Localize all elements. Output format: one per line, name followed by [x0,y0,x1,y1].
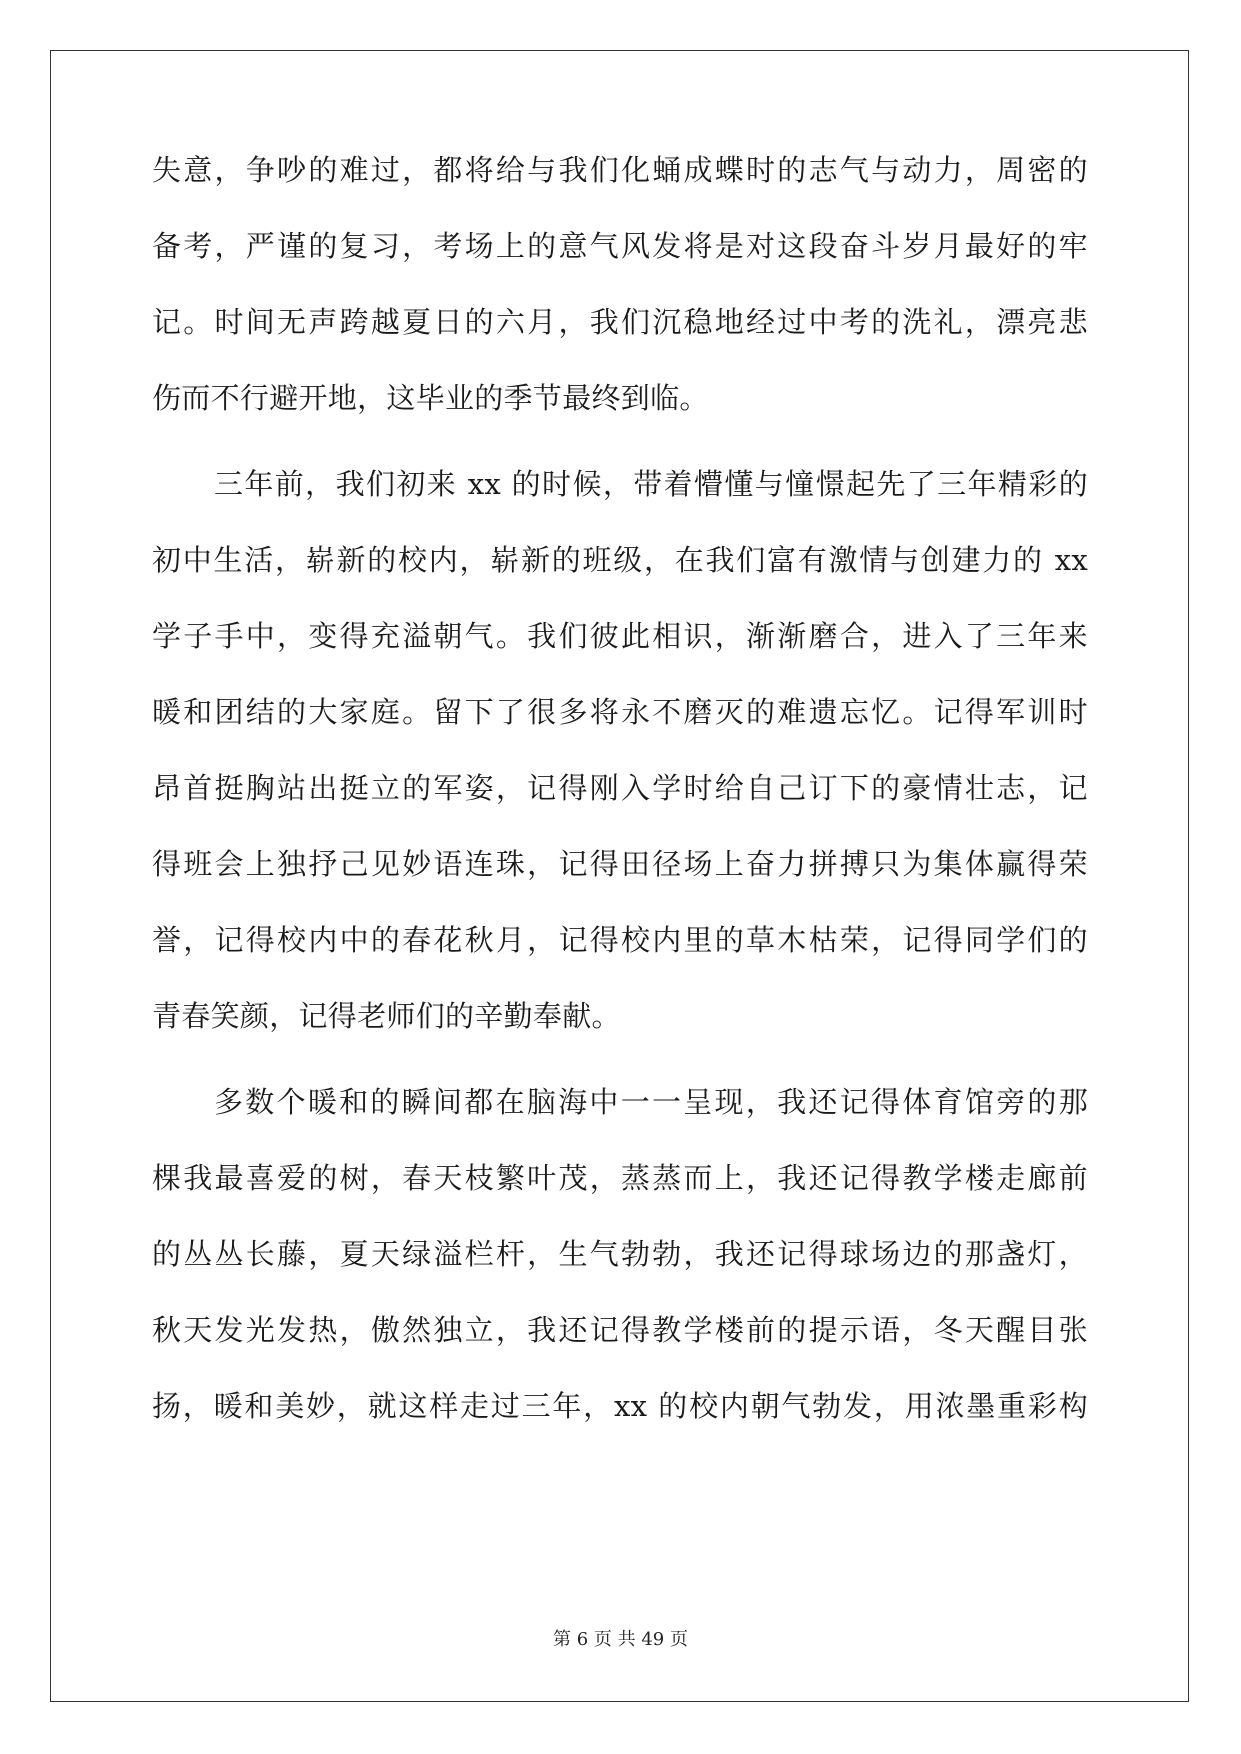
text-line: 记。时间无声跨越夏日的六月，我们沉稳地经过中考的洗礼，漂亮悲 [152,305,1088,339]
text-line: 备考，严谨的复习，考场上的意气风发将是对这段奋斗岁月最好的牢 [152,229,1088,263]
text-line: 失意，争吵的难过，都将给与我们化蛹成蝶时的志气与动力，周密的 [152,153,1088,187]
text-line: 得班会上独抒己见妙语连珠，记得田径场上奋力拼搏只为集体赢得荣 [152,847,1088,881]
text-line: 伤而不行避开地，这毕业的季节最终到临。 [152,381,709,415]
text-line: 多数个暖和的瞬间都在脑海中一一呈现，我还记得体育馆旁的那 [214,1085,1088,1119]
text-line: 誉，记得校内中的春花秋月，记得校内里的草木枯荣，记得同学们的 [152,923,1088,957]
text-line: 秋天发光发热，傲然独立，我还记得教学楼前的提示语，冬天醒目张 [152,1313,1088,1347]
text-line: 三年前，我们初来 xx 的时候，带着懵懂与憧憬起先了三年精彩的 [214,467,1088,501]
text-line: 棵我最喜爱的树，春天枝繁叶茂，蒸蒸而上，我还记得教学楼走廊前 [152,1161,1088,1195]
text-line: 暖和团结的大家庭。留下了很多将永不磨灭的难遗忘忆。记得军训时 [152,695,1088,729]
text-line: 昂首挺胸站出挺立的军姿，记得刚入学时给自己订下的豪情壮志，记 [152,771,1088,805]
page-number-footer: 第 6 页 共 49 页 [553,1629,688,1650]
text-line: 青春笑颜，记得老师们的辛勤奉献。 [152,999,621,1033]
text-line: 的丛丛长藤，夏天绿溢栏杆，生气勃勃，我还记得球场边的那盏灯， [152,1237,1088,1271]
text-line: 学子手中，变得充溢朝气。我们彼此相识，渐渐磨合，进入了三年来 [152,619,1088,653]
text-line: 扬，暖和美妙，就这样走过三年，xx 的校内朝气勃发，用浓墨重彩构 [152,1389,1088,1423]
text-line: 初中生活，崭新的校内，崭新的班级，在我们富有激情与创建力的 xx [152,543,1088,577]
